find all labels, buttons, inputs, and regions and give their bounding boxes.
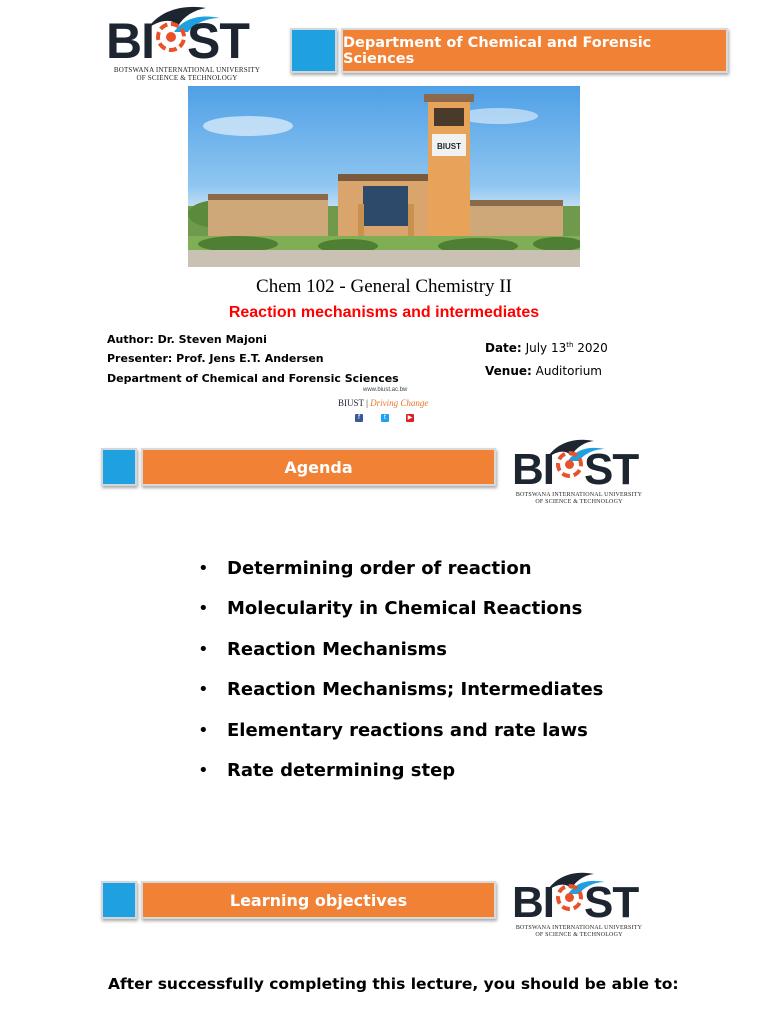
footer-brand-text: BIUST | xyxy=(338,398,371,408)
list-item: • Determining order of reaction xyxy=(198,558,532,579)
date-line xyxy=(485,341,608,355)
objectives-heading: Learning objectives xyxy=(229,890,408,910)
twitter-icon[interactable]: t xyxy=(381,414,389,422)
department-line: Department of Chemical and Forensic Sciences xyxy=(107,372,399,385)
logo-subtitle: BOTSWANA INTERNATIONAL UNIVERSITY OF SCIENCE & TECHNOLOGY xyxy=(113,66,261,82)
banner-square xyxy=(290,28,337,73)
presenter-line: Presenter: Prof. Jens E.T. Andersen xyxy=(107,352,324,365)
date-value: July 13 xyxy=(525,341,567,355)
logo-wordmark: BI ST xyxy=(512,445,639,494)
list-item: • Molecularity in Chemical Reactions xyxy=(198,598,583,620)
objectives-banner xyxy=(141,881,496,919)
logo-wordmark: BI ST xyxy=(106,13,249,69)
svg-text:BIUST: BIUST xyxy=(437,142,461,151)
author-line: Author: Dr. Steven Majoni xyxy=(107,333,267,346)
gear-icon xyxy=(156,22,186,52)
agenda-heading: Agenda xyxy=(284,457,353,477)
course-title: Chem 102 - General Chemistry II xyxy=(256,276,512,297)
youtube-icon[interactable]: ▶ xyxy=(407,414,413,421)
gear-icon xyxy=(556,451,583,478)
venue-value: Auditorium xyxy=(535,364,602,378)
objectives-intro: After successfully completing this lecture, you should be able to: xyxy=(108,975,679,993)
facebook-icon[interactable]: f xyxy=(355,414,363,422)
date-label: Date: xyxy=(485,341,522,355)
venue-line xyxy=(485,364,602,378)
footer-tagline: Driving Change xyxy=(370,398,429,408)
list-item: • Reaction Mechanisms; Intermediates xyxy=(198,679,604,701)
biust-logo-objectives xyxy=(512,869,647,938)
department-banner-label: Department of Chemical and Forensic Sciences xyxy=(343,34,652,67)
lecture-title: Reaction mechanisms and intermediates xyxy=(228,304,540,321)
agenda-list xyxy=(198,556,603,798)
campus-photo xyxy=(188,86,580,267)
footer-brand xyxy=(338,398,428,408)
campus-building-illustration xyxy=(188,86,580,267)
list-item: • Reaction Mechanisms xyxy=(198,638,448,660)
biust-logo-header xyxy=(106,2,272,86)
footer-url[interactable]: www.biust.ac.bw xyxy=(363,387,408,393)
venue-label: Venue: xyxy=(485,364,532,378)
logo-wordmark: BI ST xyxy=(512,878,639,927)
department-banner xyxy=(341,28,728,73)
biust-logo-agenda xyxy=(512,436,647,505)
gear-icon xyxy=(556,884,583,911)
date-suffix: th xyxy=(566,341,574,349)
agenda-banner-square xyxy=(101,448,137,486)
list-item: • Rate determining step xyxy=(198,759,456,781)
agenda-banner xyxy=(141,448,496,486)
logo-subtitle: BOTSWANA INTERNATIONAL UNIVERSITY OF SCIENCE & TECHNOLOGY xyxy=(515,925,643,938)
logo-subtitle: BOTSWANA INTERNATIONAL UNIVERSITY OF SCIENCE & TECHNOLOGY xyxy=(515,492,643,505)
objectives-banner-square xyxy=(101,881,137,919)
date-year: 2020 xyxy=(573,341,608,355)
list-item: • Elementary reactions and rate laws xyxy=(198,719,588,741)
